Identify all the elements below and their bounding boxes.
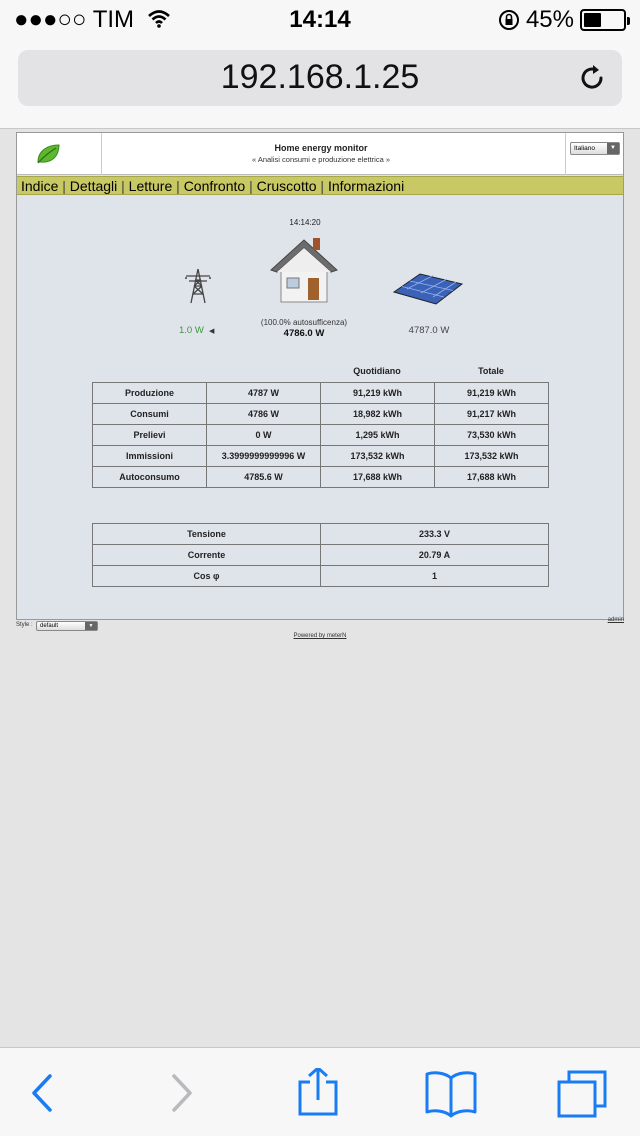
menu-separator: | (249, 178, 253, 194)
solar-panel-icon (392, 272, 464, 306)
rotation-lock-icon (498, 9, 520, 31)
table-cell: 1,295 kWh (321, 425, 435, 446)
table-cell: Immissioni (93, 446, 207, 467)
home-consumption-value: 4786.0 W (283, 328, 325, 339)
back-icon[interactable] (12, 1068, 72, 1118)
table-cell: 73,530 kWh (435, 425, 549, 446)
table-row (93, 545, 549, 566)
table-cell: 91,219 kWh (321, 383, 435, 404)
power-pylon-icon (184, 268, 212, 304)
column-header-total: Totale (478, 366, 504, 376)
style-select[interactable] (36, 621, 98, 631)
menu-item-letture[interactable]: Letture (128, 178, 173, 194)
table-row (93, 383, 549, 404)
menu-item-dettagli[interactable]: Dettagli (69, 178, 118, 194)
table-cell: 4786 W (207, 404, 321, 425)
table-cell: 3.3999999999996 W (207, 446, 321, 467)
self-sufficiency-label: (100.0% autosufficenza) (260, 318, 348, 327)
table-cell: 233.3 V (321, 524, 549, 545)
bookmarks-icon[interactable] (421, 1068, 481, 1118)
header-divider-right (565, 133, 566, 175)
chevron-down-icon: ▼ (607, 143, 619, 154)
pv-production-value: 4787.0 W (408, 325, 450, 336)
table-cell: 173,532 kWh (435, 446, 549, 467)
menu-separator: | (121, 178, 125, 194)
table-cell: Cos φ (93, 566, 321, 587)
table-row (93, 524, 549, 545)
table-cell: 173,532 kWh (321, 446, 435, 467)
share-icon[interactable] (288, 1068, 348, 1118)
menu-item-indice[interactable]: Indice (21, 178, 59, 194)
page-frame (16, 132, 624, 620)
table-cell: 91,219 kWh (435, 383, 549, 404)
leaf-logo-icon (35, 143, 61, 165)
language-value: Italiano (574, 145, 595, 152)
language-select[interactable] (570, 142, 620, 155)
grid-power-value: 1.0 W (179, 325, 204, 336)
header-divider (101, 133, 102, 175)
admin-link[interactable]: admin (607, 617, 624, 623)
table-cell: Autoconsumo (93, 467, 207, 488)
table-row (93, 425, 549, 446)
menu-separator: | (320, 178, 325, 194)
table-cell: Consumi (93, 404, 207, 425)
chevron-down-icon: ▼ (85, 622, 97, 630)
menu-separator: | (176, 178, 180, 194)
powered-by-link[interactable]: Powered by meterN (293, 633, 347, 639)
table-row (93, 467, 549, 488)
main-menu (17, 176, 623, 195)
menu-separator: | (62, 178, 66, 194)
forward-icon[interactable] (152, 1068, 212, 1118)
url-text[interactable]: 192.168.1.25 (220, 58, 420, 96)
reload-icon[interactable] (576, 62, 608, 94)
arrow-left-icon: ◀ (209, 328, 215, 335)
table-cell: 91,217 kWh (435, 404, 549, 425)
table-cell: Prelievi (93, 425, 207, 446)
menu-item-confronto[interactable]: Confronto (183, 178, 246, 194)
style-label: Style : (16, 622, 33, 628)
table-cell: Corrente (93, 545, 321, 566)
electrical-table (92, 523, 549, 587)
table-cell: 1 (321, 566, 549, 587)
table-row (93, 446, 549, 467)
table-cell: 18,982 kWh (321, 404, 435, 425)
battery-icon (580, 9, 626, 31)
page-title: Home energy monitor (274, 143, 368, 153)
table-cell: 4785.6 W (207, 467, 321, 488)
table-cell: 0 W (207, 425, 321, 446)
status-right (498, 6, 626, 34)
page-header (17, 133, 623, 175)
clock: 14:14 (289, 6, 351, 33)
menu-item-informazioni[interactable]: Informazioni (327, 178, 405, 194)
page-subtitle: « Analisi consumi e produzione elettrica » (252, 155, 390, 164)
page-footer (16, 617, 624, 641)
table-row (93, 566, 549, 587)
house-icon (269, 232, 339, 304)
carrier-text: ●●●○○ TIM (14, 6, 135, 33)
table-cell: 4787 W (207, 383, 321, 404)
browser-toolbar (0, 1047, 640, 1136)
energy-table (92, 382, 549, 488)
table-cell: 17,688 kWh (321, 467, 435, 488)
battery-percent: 45% (525, 6, 574, 33)
style-value: default (40, 623, 59, 629)
web-viewport (0, 129, 640, 1047)
table-cell: 17,688 kWh (435, 467, 549, 488)
address-bar[interactable] (18, 50, 622, 106)
column-header-daily: Quotidiano (353, 366, 401, 376)
dashboard-time: 14:14:20 (289, 218, 321, 227)
table-cell: Produzione (93, 383, 207, 404)
menu-item-cruscotto[interactable]: Cruscotto (256, 178, 317, 194)
status-bar (0, 0, 640, 40)
table-cell: 20.79 A (321, 545, 549, 566)
tabs-icon[interactable] (553, 1068, 613, 1118)
table-cell: Tensione (93, 524, 321, 545)
table-row (93, 404, 549, 425)
